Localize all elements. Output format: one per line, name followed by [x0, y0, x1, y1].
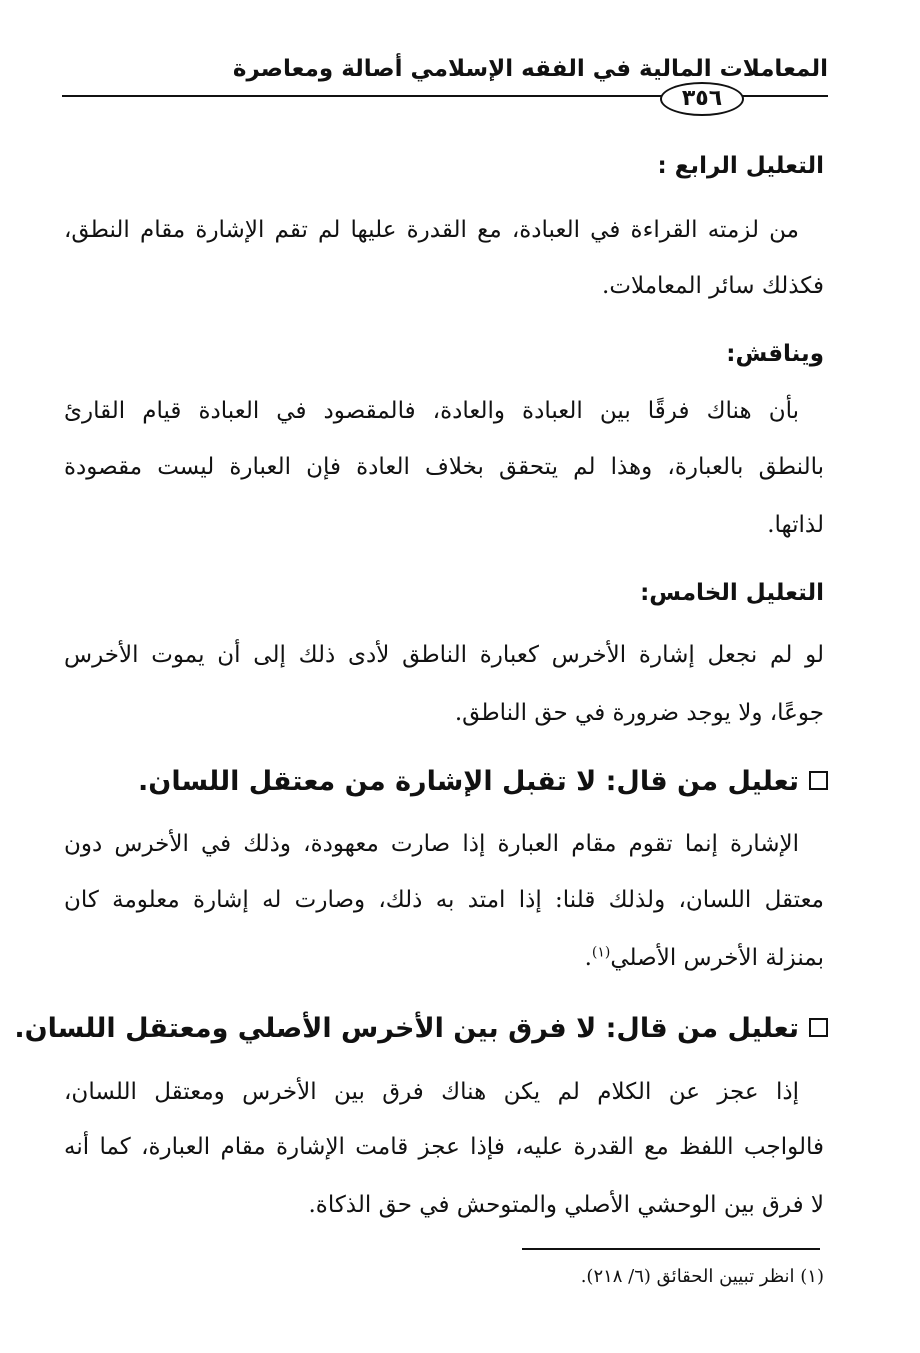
paragraph-line: لو لم نجعل إشارة الأخرس كعبارة الناطق لأدى ذلك إلى أن يموت الأخرس: [64, 642, 824, 668]
section-heading: [14, 1008, 828, 1050]
section-heading: [68, 761, 828, 803]
footnote: (١) انظر تبيين الحقائق (٦/ ٢١٨).: [580, 1266, 824, 1287]
header-rule-right: [738, 95, 828, 97]
paragraph-line: لذاتها.: [767, 512, 824, 538]
paragraph-line: معتقل اللسان، ولذلك قلنا: إذا امتد به ذلك، وصارت له إشارة معلومة كان: [64, 887, 824, 913]
paragraph-line: لا فرق بين الوحشي الأصلي والمتوحش في حق الذكاة.: [308, 1192, 824, 1218]
section-heading-text: تعليل من قال: لا فرق بين الأخرس الأصلي ومعتقل اللسان.: [14, 1013, 799, 1044]
section-heading-text: تعليل من قال: لا تقبل الإشارة من معتقل اللسان.: [138, 766, 799, 797]
heading-discussion: ويناقش:: [726, 341, 824, 367]
paragraph-line: بالنطق بالعبارة، وهذا لم يتحقق بخلاف العادة فإن العبارة ليست مقصودة: [64, 454, 824, 480]
running-title: المعاملات المالية في الفقه الإسلامي أصالة ومعاصرة: [232, 56, 828, 82]
paragraph-line: بأن هناك فرقًا بين العبادة والعادة، فالمقصود في العبادة قيام القارئ: [64, 398, 799, 424]
footnote-reference[interactable]: (١): [591, 944, 611, 961]
paragraph-line: فالواجب اللفظ مع القدرة عليه، فإذا عجز قامت الإشارة مقام العبارة، كما أنه: [64, 1134, 824, 1160]
paragraph-line: إذا عجز عن الكلام لم يكن هناك فرق بين الأخرس ومعتقل اللسان،: [64, 1079, 799, 1105]
heading-fifth-reason: التعليل الخامس:: [640, 580, 824, 606]
paragraph-line: من لزمته القراءة في العبادة، مع القدرة عليها لم تقم الإشارة مقام النطق،: [64, 217, 799, 243]
page-number: ٣٥٦: [660, 82, 744, 116]
paragraph-text: بمنزلة الأخرس الأصلي: [610, 945, 824, 971]
paragraph-line: [64, 938, 824, 978]
square-bullet-icon: [809, 771, 828, 790]
header-rule-left: [62, 95, 662, 97]
paragraph-line: الإشارة إنما تقوم مقام العبارة إذا صارت معهودة، وذلك في الأخرس دون: [64, 831, 799, 857]
square-bullet-icon: [809, 1018, 828, 1037]
footnote-separator: [522, 1248, 820, 1250]
paragraph-line: فكذلك سائر المعاملات.: [602, 273, 824, 299]
paragraph-text: .: [584, 945, 592, 971]
paragraph-line: جوعًا، ولا يوجد ضرورة في حق الناطق.: [454, 700, 824, 726]
heading-fourth-reason: التعليل الرابع :: [657, 153, 824, 179]
